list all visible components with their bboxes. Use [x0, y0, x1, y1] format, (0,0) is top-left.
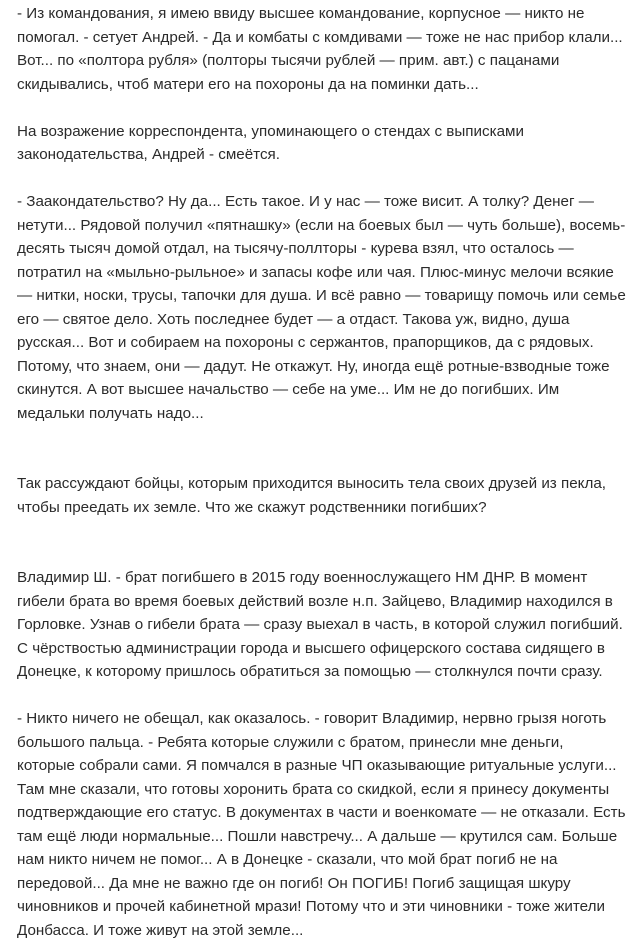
text-line: там ещё люди нормальные... Пошли навстречу... А дальше — крутился сам. Больше	[17, 825, 635, 849]
text-line: — нитки, носки, трусы, тапочки для душа. И всё равно — товарищу помочь или семье	[17, 284, 635, 308]
paragraph-2	[17, 120, 635, 167]
text-line: помогал. - сетует Андрей. - Да и комбаты с комдивами — тоже не нас прибор клали...	[17, 26, 635, 50]
paragraph-4	[17, 472, 635, 519]
text-line: его — святое дело. Хоть последнее будет — а отдаст. Такова уж, видно, душа	[17, 308, 635, 332]
text-line: Донбасса. И тоже живут на этой земле...	[17, 919, 635, 942]
text-line: гибели брата во время боевых действий возле н.п. Зайцево, Владимир находился в	[17, 590, 635, 614]
text-line: которые собрали сами. Я помчался в разные ЧП оказывающие ритуальные услуги...	[17, 754, 635, 778]
paragraph-spacer	[17, 684, 635, 708]
text-line: Вот... по «полтора рубля» (полторы тысячи рублей — прим. авт.) с пацанами	[17, 49, 635, 73]
text-line: потратил на «мыльно-рыльное» и запасы кофе или чая. Плюс-минус мелочи всякие	[17, 261, 635, 285]
paragraph-5	[17, 566, 635, 684]
paragraph-spacer	[17, 519, 635, 566]
text-line: скидывались, чтоб матери его на похороны да на поминки дать...	[17, 73, 635, 97]
text-line: - Никто ничего не обещал, как оказалось. - говорит Владимир, нервно грызя ноготь	[17, 707, 635, 731]
text-line: Донецке, к которому пришлось обратиться за помощью — столкнулся почти сразу.	[17, 660, 635, 684]
text-line: подтверждающие его статус. В документах в части и военкомате — не отказали. Есть	[17, 801, 635, 825]
paragraph-spacer	[17, 96, 635, 120]
text-line: русская... Вот и собираем на похороны с сержантов, прапорщиков, да с рядовых.	[17, 331, 635, 355]
paragraph-3	[17, 190, 635, 425]
paragraph-6	[17, 707, 635, 942]
text-line: чтобы преедать их земле. Что же скажут родственники погибших?	[17, 496, 635, 520]
text-line: нетути... Рядовой получил «пятнашку» (если на боевых был — чуть больше), восемь-	[17, 214, 635, 238]
text-line: Потому, что знаем, они — дадут. Не откажут. Ну, иногда ещё ротные-взводные тоже	[17, 355, 635, 379]
text-line: Владимир Ш. - брат погибшего в 2015 году военнослужащего НМ ДНР. В момент	[17, 566, 635, 590]
article-body	[17, 0, 635, 942]
text-line: Так рассуждают бойцы, которым приходится выносить тела своих друзей из пекла,	[17, 472, 635, 496]
paragraph-spacer	[17, 167, 635, 191]
text-line: - Из командования, я имею ввиду высшее командование, корпусное — никто не	[17, 2, 635, 26]
text-line: Там мне сказали, что готовы хоронить брата со скидкой, если я принесу документы	[17, 778, 635, 802]
paragraph-spacer	[17, 425, 635, 472]
text-line: - Заакондательство? Ну да... Есть такое. И у нас — тоже висит. А толку? Денег —	[17, 190, 635, 214]
paragraph-1	[17, 2, 635, 96]
text-line: нам никто ничем не помог... А в Донецке - сказали, что мой брат погиб не на	[17, 848, 635, 872]
text-line: На возражение корреспондента, упоминающего о стендах с выписками	[17, 120, 635, 144]
text-line: большого пальца. - Ребята которые служили с братом, принесли мне деньги,	[17, 731, 635, 755]
text-line: законодательства, Андрей - смеётся.	[17, 143, 635, 167]
text-line: С чёрствостью администрации города и высшего офицерского состава сидящего в	[17, 637, 635, 661]
text-line: чиновников и прочей кабинетной мрази! Потому что и эти чиновники - тоже жители	[17, 895, 635, 919]
text-line: скинутся. А вот высшее начальство — себе на уме... Им не до погибших. Им	[17, 378, 635, 402]
text-line: передовой... Да мне не важно где он погиб! Он ПОГИБ! Погиб защищая шкуру	[17, 872, 635, 896]
text-line: медальки получать надо...	[17, 402, 635, 426]
text-line: десять тысяч домой отдал, на тысячу-поллторы - курева взял, что осталось —	[17, 237, 635, 261]
text-line: Горловке. Узнав о гибели брата — сразу выехал в часть, в которой служил погибший.	[17, 613, 635, 637]
